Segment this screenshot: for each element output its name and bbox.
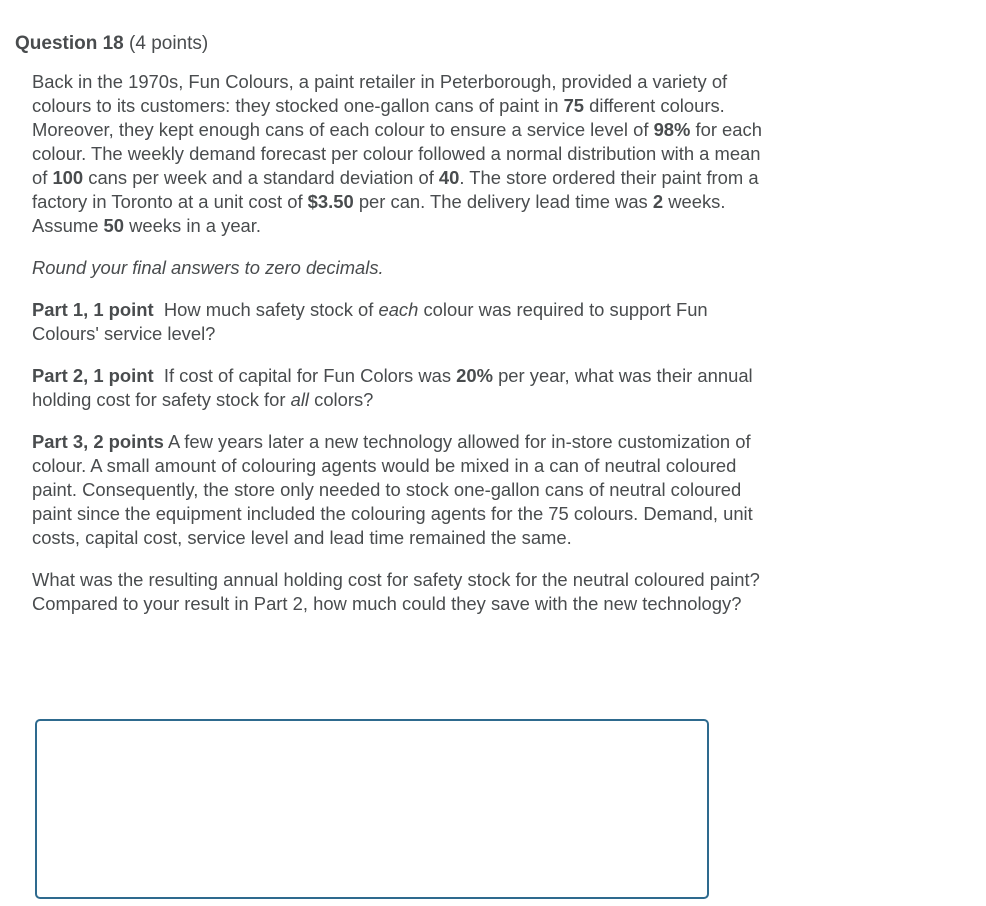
rounding-note: Round your final answers to zero decimals. — [32, 257, 384, 278]
question-body — [32, 70, 762, 634]
answer-textarea[interactable] — [37, 721, 711, 901]
question-points: (4 points) — [129, 33, 209, 54]
part3-question: What was the resulting annual holding cost for safety stock for the neutral coloured paint? Compared to your result in Part 2, how much could they save with the new technology? — [32, 569, 760, 614]
intro-paragraph: Back in the 1970s, Fun Colours, a paint retailer in Peterborough, provided a variety of colours to its customers: they stocked one-gallon cans of paint in 75 different colours. Moreover, they kept enough cans of each colour to ensure a service level of 98% for each colour. The weekly demand forecast per colour followed a normal distribution with a mean of 100 cans per week and a standard deviation of 40. The store ordered their paint from a factory in Toronto at a unit cost of $3.50 per can. The delivery lead time was 2 weeks. Assume 50 weeks in a year. — [32, 71, 762, 236]
answer-box[interactable] — [35, 719, 709, 899]
part2-paragraph: Part 2, 1 point If cost of capital for Fun Colors was 20% per year, what was their annual holding cost for safety stock for all colors? — [32, 365, 753, 410]
part1-paragraph: Part 1, 1 point How much safety stock of each colour was required to support Fun Colours' service level? — [32, 299, 708, 344]
question-header — [15, 33, 208, 55]
part3-paragraph: Part 3, 2 points A few years later a new technology allowed for in-store customization of colour. A small amount of colouring agents would be mixed in a can of neutral coloured paint. Consequently, the store only needed to stock one-gallon cans of neutral coloured paint since the equipment included the colouring agents for the 75 colours. Demand, unit costs, capital cost, service level and lead time remained the same. — [32, 431, 753, 548]
question-title: Question 18 — [15, 33, 124, 54]
